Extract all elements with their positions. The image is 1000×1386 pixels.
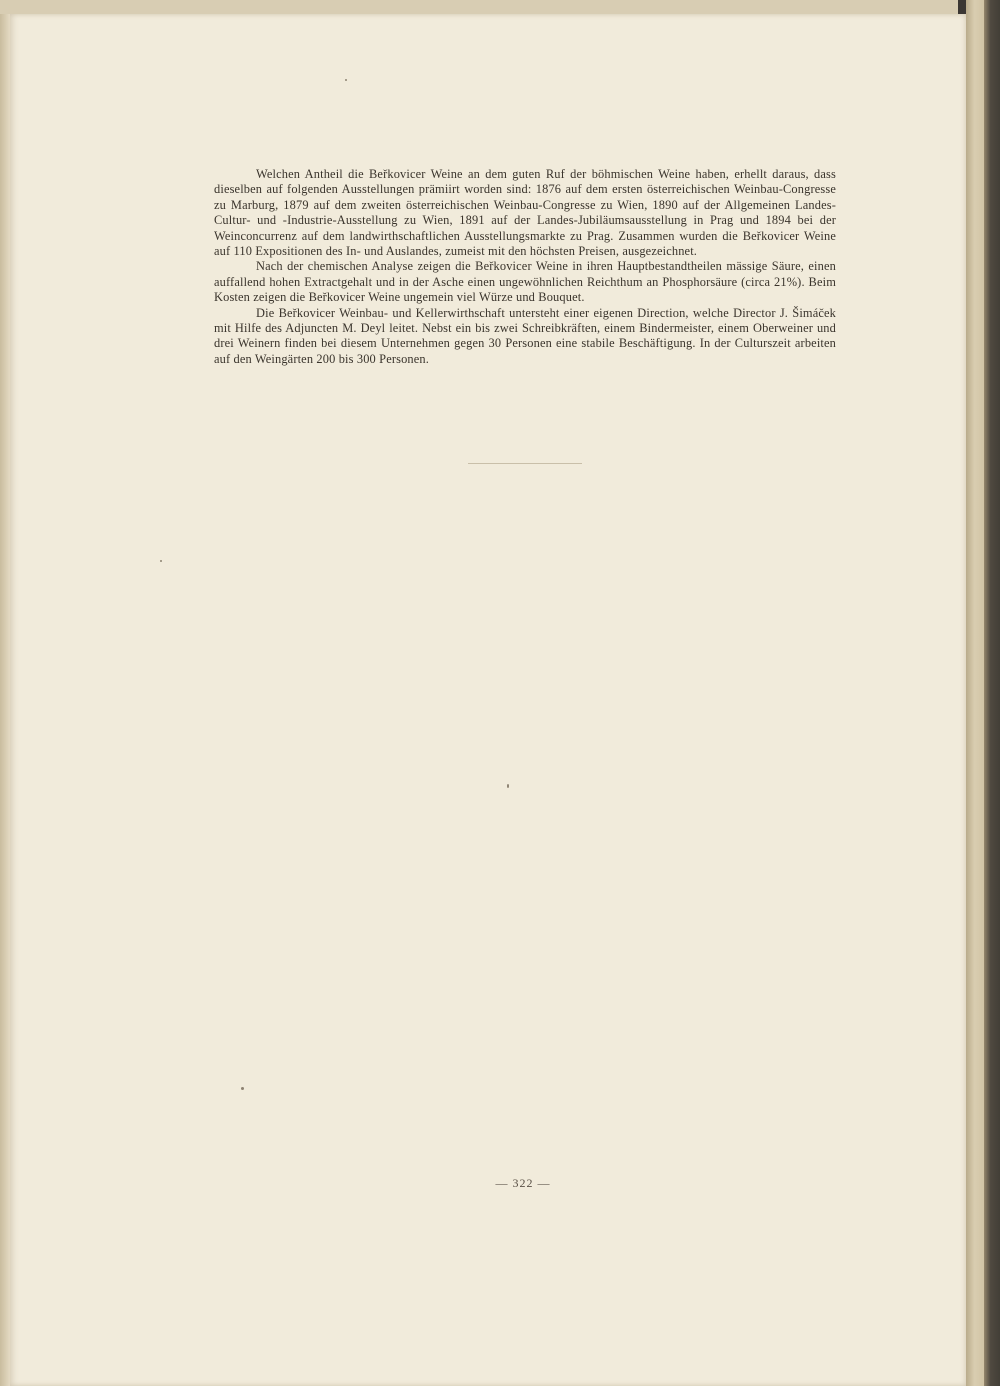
body-text bbox=[214, 167, 836, 367]
paragraph-management: Die Beřkovicer Weinbau- und Kellerwirthschaft untersteht einer eigenen Direction, welche Director J. Šimáček mit Hilfe des Adjuncten M. Deyl leitet. Nebst ein bis zwei Schreibkräften, einem Bindermeister, einem Oberweiner und drei Weinern finden bei diesem Unternehmen gegen 30 Personen eine stabile Beschäftigung. In der Culturszeit arbeiten auf den Weingärten 200 bis 300 Personen. bbox=[214, 305, 836, 366]
page-number: — 322 — bbox=[495, 1176, 551, 1190]
paper-speck bbox=[507, 784, 509, 788]
paper-speck bbox=[160, 560, 162, 562]
paragraph-awards: Welchen Antheil die Beřkovicer Weine an dem guten Ruf der böhmischen Weine haben, erhellt daraus, dass dieselben auf folgenden Ausstellungen prämiirt worden sind: 1876 auf dem ersten österreichischen Weinbau-Congresse zu Marburg, 1879 auf dem zweiten österreichischen Weinbau-Congresse zu Wien, 1890 auf der Allgemeinen Landes-Cultur- und -Industrie-Ausstellung zu Wien, 1891 auf der Landes-Jubiläumsausstellung in Prag und 1894 bei der Weinconcurrenz auf dem landwirthschaftlichen Ausstellungsmarkte zu Prag. Zusammen wurden die Beřkovicer Weine auf 110 Expositionen des In- und Auslandes, zumeist mit den höchsten Preisen, ausgezeichnet. bbox=[214, 167, 836, 259]
paragraph-analysis: Nach der chemischen Analyse zeigen die Beřkovicer Weine in ihren Hauptbestandtheilen mässige Säure, einen auffallend hohen Extractgehalt und in der Asche einen ungewöhnlichen Reichthum an Phosphorsäure (circa 21%). Beim Kosten zeigen die Beřkovicer Weine ungemein viel Würze und Bouquet. bbox=[214, 259, 836, 305]
page-left-edge bbox=[0, 14, 10, 1386]
book-spine-shadow bbox=[984, 0, 1000, 1386]
paper-speck bbox=[241, 1087, 244, 1090]
section-divider bbox=[468, 463, 582, 464]
paper-speck bbox=[345, 79, 347, 81]
